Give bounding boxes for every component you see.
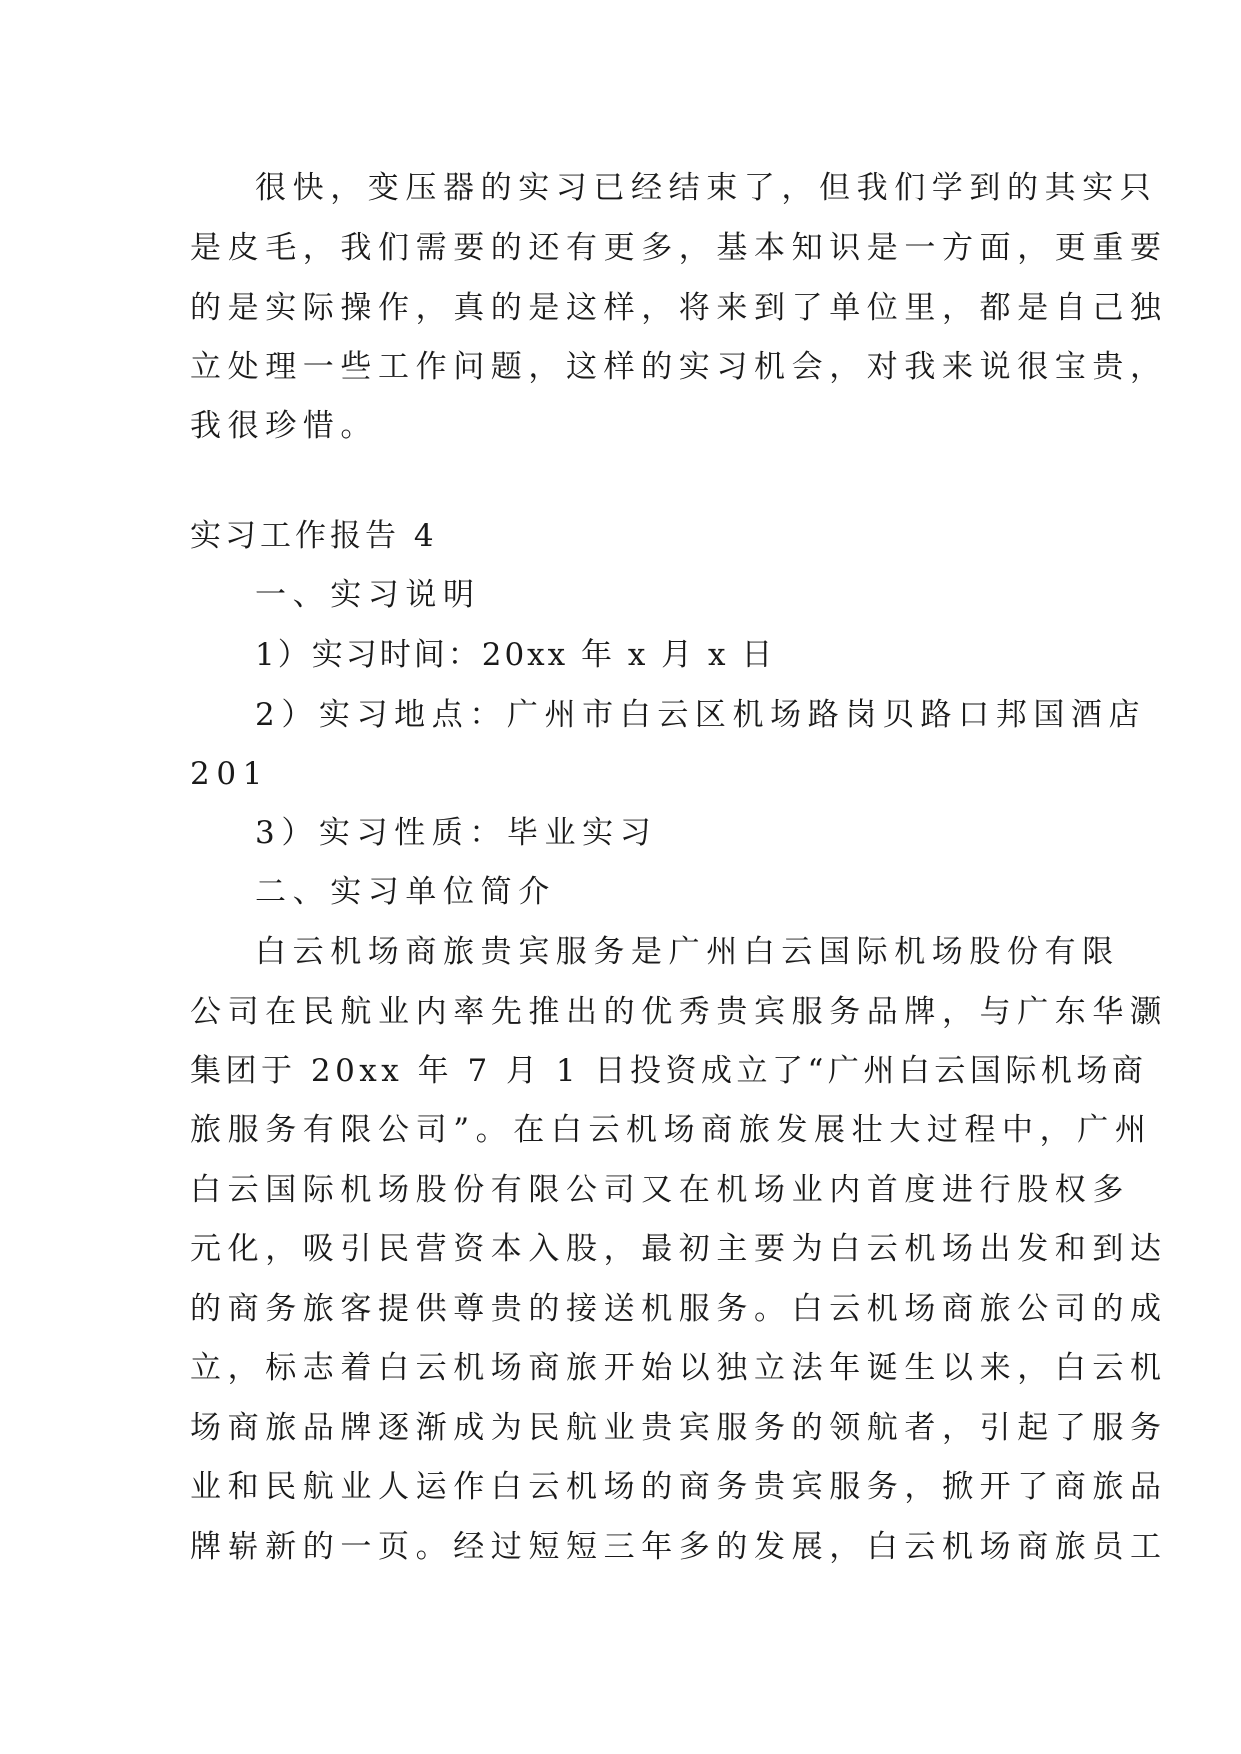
practice-nature: 3）实习性质：毕业实习 bbox=[255, 815, 658, 851]
paragraph-2-line-3: 集团于 20xx 年 7 月 1 日投资成立了“广州白云国际机场商 bbox=[190, 1053, 1148, 1089]
practice-time: 1）实习时间：20xx 年 x 月 x 日 bbox=[255, 637, 776, 673]
paragraph-2-line-8: 立，标志着白云机场商旅开始以独立法年诞生以来，白云机 bbox=[190, 1350, 1168, 1386]
paragraph-2-line-7: 的商务旅客提供尊贵的接送机服务。白云机场商旅公司的成 bbox=[190, 1291, 1168, 1327]
paragraph-2-line-10: 业和民航业人运作白云机场的商务贵宾服务，掀开了商旅品 bbox=[190, 1469, 1168, 1505]
paragraph-1-line-4: 立处理一些工作问题，这样的实习机会，对我来说很宝贵， bbox=[190, 349, 1168, 385]
practice-location-line-1: 2）实习地点：广州市白云区机场路岗贝路口邦国酒店 bbox=[255, 697, 1147, 733]
paragraph-2-line-11: 牌崭新的一页。经过短短三年多的发展，白云机场商旅员工 bbox=[190, 1529, 1168, 1565]
paragraph-2-line-2: 公司在民航业内率先推出的优秀贵宾服务品牌，与广东华灏 bbox=[190, 994, 1168, 1030]
paragraph-2-line-5: 白云国际机场股份有限公司又在机场业内首度进行股权多 bbox=[190, 1172, 1130, 1208]
paragraph-1-line-1: 很快，变压器的实习已经结束了，但我们学到的其实只 bbox=[255, 170, 1158, 206]
paragraph-2-line-6: 元化，吸引民营资本入股，最初主要为白云机场出发和到达 bbox=[190, 1231, 1168, 1267]
section-1-heading: 一、实习说明 bbox=[255, 577, 481, 613]
paragraph-2-line-4: 旅服务有限公司”。在白云机场商旅发展壮大过程中，广州 bbox=[190, 1112, 1153, 1148]
paragraph-2-line-1: 白云机场商旅贵宾服务是广州白云国际机场股份有限 bbox=[255, 934, 1120, 970]
paragraph-1-line-2: 是皮毛，我们需要的还有更多，基本知识是一方面，更重要 bbox=[190, 230, 1168, 266]
practice-location-line-2: 201 bbox=[190, 756, 269, 792]
paragraph-2-line-9: 场商旅品牌逐渐成为民航业贵宾服务的领航者，引起了服务 bbox=[190, 1410, 1168, 1446]
section-2-heading: 二、实习单位简介 bbox=[255, 874, 556, 910]
paragraph-1-line-5: 我很珍惜。 bbox=[190, 408, 378, 444]
paragraph-1-line-3: 的是实际操作，真的是这样，将来到了单位里，都是自己独 bbox=[190, 290, 1168, 326]
report-title: 实习工作报告 4 bbox=[190, 518, 438, 554]
